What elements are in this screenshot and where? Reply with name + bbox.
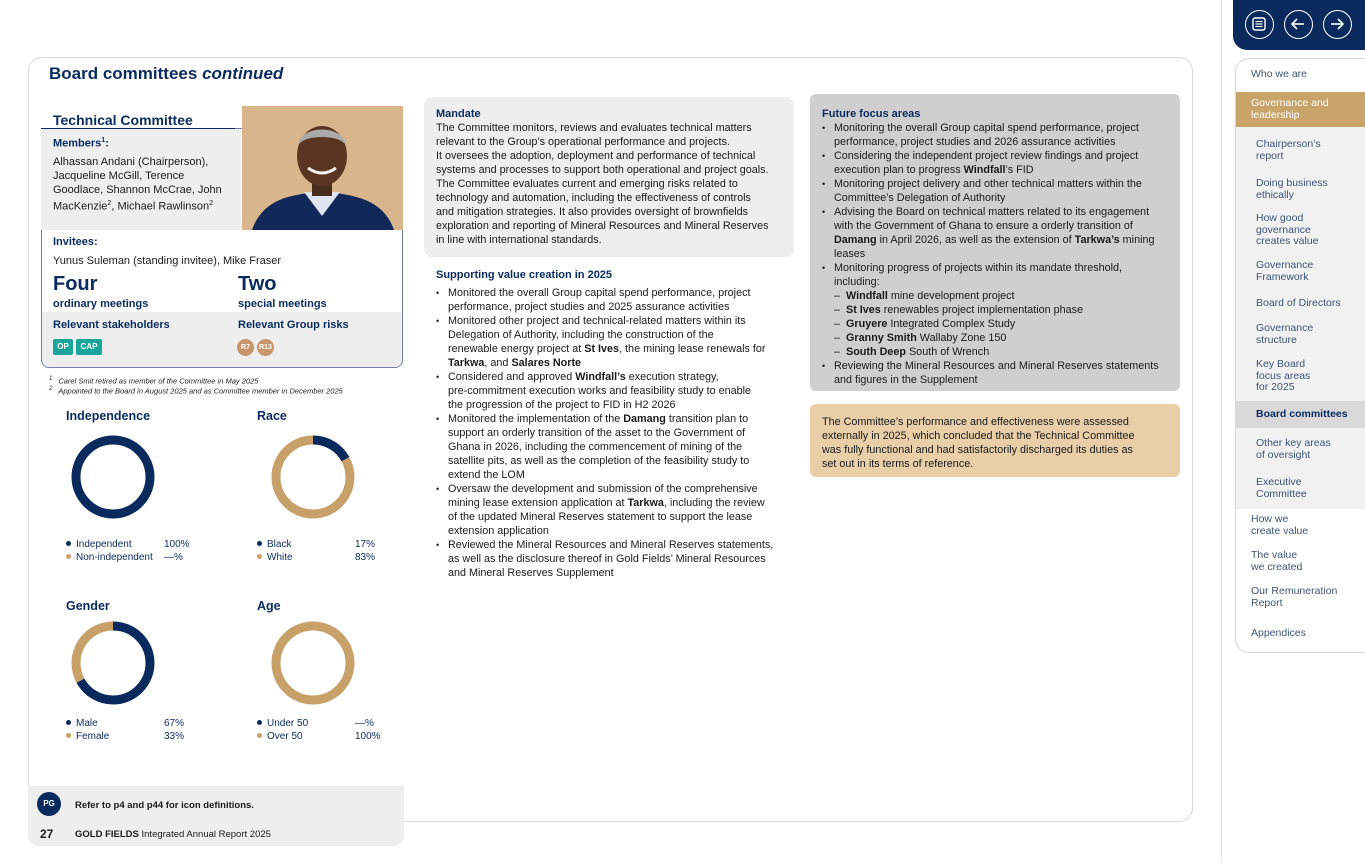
footnote-1: $^1$ Carel Smit retired as member of the Committee in May 2025	[49, 376, 259, 386]
reference-text: Refer to p4 and p44 for icon definitions.	[75, 800, 254, 811]
donut-segment-independent	[76, 440, 150, 514]
legend-under-50: Under 50 —%	[257, 718, 397, 729]
future-heading: Future focus areas	[822, 108, 921, 120]
race-chart-title: Race	[257, 409, 287, 423]
age-chart-title: Age	[257, 599, 281, 613]
members-list: Alhassan Andani (Chairperson), Jacqueline McGill, Terence Goodlace, Shannon McCrae, John MacKenzie$^2$, Michael Rawlinson$^2$	[53, 156, 222, 213]
special-meetings-label: special meetings	[238, 298, 327, 310]
legend-independent: Independent 100%	[66, 539, 206, 550]
committee-title: Technical Committee	[53, 112, 193, 128]
legend-non-independent: Non-independent —%	[66, 552, 206, 563]
nav-item-who-we-are[interactable]: Who we are	[1251, 68, 1308, 80]
nav-item-governance-framework[interactable]: Governance Framework	[1256, 259, 1314, 283]
independence-donut	[68, 432, 158, 522]
nav-item-doing-business[interactable]: Doing business ethically	[1256, 177, 1328, 201]
page-number: 27	[40, 827, 54, 841]
nav-item-board-of-directors[interactable]: Board of Directors	[1256, 297, 1341, 309]
page-title: Board committees continued	[49, 64, 284, 83]
list-item: • Advising the Board on technical matters related to its engagement with the Government of Ghana to ensure a orderly transition of Damang in April 2026, as well as the extension of Tarkwa’s mining leases	[822, 205, 1178, 261]
donut-segment-over-50	[276, 626, 350, 700]
mandate-text: The Committee monitors, reviews and evaluates technical matters relevant to the Group’s operational performance and projects. It oversees the adoption, deployment and performance of technical systems and processes to support both operational and project goals. The Committee evaluates current and emerging risks related to technology and automation, including the effectiveness of controls and mitigation strategies. It also provides oversight of brownfields exploration and reporting of Mineral Resources and Mineral Reserves in line with international standards.	[436, 122, 769, 246]
title-underline	[41, 128, 235, 129]
list-item: • Monitoring the overall Group capital spend performance, project performance, project studies and 2026 assurance activities	[822, 121, 1178, 149]
risks-label: Relevant Group risks	[238, 319, 349, 331]
legend-white: White 83%	[257, 552, 397, 563]
nav-item-governance[interactable]: Governance and leadership	[1251, 97, 1329, 121]
list-item: – Gruyere Integrated Complex Study	[822, 317, 1178, 331]
nav-item-board-committees[interactable]: Board committees	[1256, 408, 1348, 420]
legend-black: Black 17%	[257, 539, 397, 550]
back-arrow-icon[interactable]	[1284, 10, 1313, 39]
list-item: • Monitored other project and technical-related matters within its Delegation of Authority, including the construction of the renewable energy project at St Ives, the mining lease renewals for Tarkwa, and Salares Norte	[436, 314, 796, 370]
supporting-list	[436, 286, 796, 580]
legend-male: Male 67%	[66, 718, 206, 729]
invitees-list: Yunus Suleman (standing invitee), Mike Fraser	[53, 255, 282, 267]
invitees-label: Invitees:	[53, 236, 98, 248]
list-item: • Considered and approved Windfall’s execution strategy, pre-commitment execution works and feasibility study to enable the progression of the project to FID in H2 2026	[436, 370, 796, 412]
nav-item-how-we-create-value[interactable]: How we create value	[1251, 513, 1309, 537]
footnote-2: $^2$ Appointed to the Board in August 2025 and as Committee member in December 2025	[49, 386, 343, 396]
independence-chart-title: Independence	[66, 409, 151, 423]
list-item: • Reviewing the Mineral Resources and Mineral Reserves statements and figures in the Supplement	[822, 359, 1178, 387]
list-item: • Monitoring progress of projects within its mandate threshold, including:	[822, 261, 1178, 289]
list-item: – Windfall mine development project	[822, 289, 1178, 303]
nav-item-other-key-areas[interactable]: Other key areas of oversight	[1256, 437, 1331, 461]
risk-badge-r7[interactable]: R7	[237, 339, 254, 356]
report-name: GOLD FIELDS Integrated Annual Report 2025	[75, 829, 271, 840]
list-item: • Oversaw the development and submission of the comprehensive mining lease extension application at Tarkwa, including the review of the updated Mineral Reserves statement to support the lease extension application	[436, 482, 796, 538]
gender-donut	[68, 618, 158, 708]
nav-item-value-we-created[interactable]: The value we created	[1251, 549, 1303, 573]
list-item: – St Ives renewables project implementation phase	[822, 303, 1178, 317]
nav-item-key-board-focus[interactable]: Key Board focus areas for 2025	[1256, 358, 1311, 393]
nav-item-appendices[interactable]: Appendices	[1251, 627, 1306, 639]
stakeholder-badge-op[interactable]: OP	[53, 339, 73, 355]
gender-chart-title: Gender	[66, 599, 110, 613]
list-item: – Granny Smith Wallaby Zone 150	[822, 331, 1178, 345]
race-donut	[268, 432, 358, 522]
age-donut	[268, 618, 358, 708]
list-item: • Reviewed the Mineral Resources and Mineral Reserves statements, as well as the disclosure thereof in Gold Fields’ Mineral Resources and Mineral Reserves Supplement	[436, 538, 796, 580]
special-meetings-count: Two	[238, 273, 277, 295]
contents-icon[interactable]	[1245, 10, 1274, 39]
stakeholders-label: Relevant stakeholders	[53, 319, 170, 331]
list-item: • Considering the independent project review findings and project execution plan to progress Windfall’s FID	[822, 149, 1178, 177]
legend-female: Female 33%	[66, 731, 206, 742]
nav-item-governance-structure[interactable]: Governance structure	[1256, 322, 1314, 346]
nav-item-executive-committee[interactable]: Executive Committee	[1256, 476, 1307, 500]
nav-item-remuneration-report[interactable]: Our Remuneration Report	[1251, 585, 1338, 609]
members-label: Members$^1$:	[53, 137, 109, 150]
forward-arrow-icon[interactable]	[1323, 10, 1352, 39]
ordinary-meetings-count: Four	[53, 273, 98, 295]
mandate-heading: Mandate	[436, 108, 481, 120]
list-item: – South Deep South of Wrench	[822, 345, 1178, 359]
stakeholder-badge-cap[interactable]: CAP	[76, 339, 102, 355]
pg-badge: PG	[37, 792, 61, 816]
future-list	[822, 121, 1178, 387]
nav-toolbar	[1233, 0, 1365, 50]
nav-item-good-governance[interactable]: How good governance creates value	[1256, 212, 1319, 247]
sidebar-divider	[1221, 0, 1222, 863]
risk-badge-r13[interactable]: R13	[257, 339, 274, 356]
list-item: • Monitoring project delivery and other technical matters within the Committee’s Delegation of Authority	[822, 177, 1178, 205]
ordinary-meetings-label: ordinary meetings	[53, 298, 149, 310]
list-item: • Monitored the overall Group capital spend performance, project performance, project studies and 2025 assurance activities	[436, 286, 796, 314]
assessment-text: The Committee’s performance and effectiveness were assessed externally in 2025, which concluded that the Technical Committee was fully functional and had satisfactorily discharged its duties as set out in its terms of reference.	[822, 416, 1135, 470]
legend-over-50: Over 50 100%	[257, 731, 397, 742]
supporting-heading: Supporting value creation in 2025	[436, 269, 613, 281]
chairperson-photo	[242, 106, 403, 230]
nav-item-chairperson-report[interactable]: Chairperson’s report	[1256, 138, 1321, 162]
list-item: • Monitored the implementation of the Damang transition plan to support an orderly transition of the asset to the Government of Ghana in 2026, including the commencement of mining of the satellite pits, as well as the completion of the feasibility study to extend the LOM	[436, 412, 796, 482]
